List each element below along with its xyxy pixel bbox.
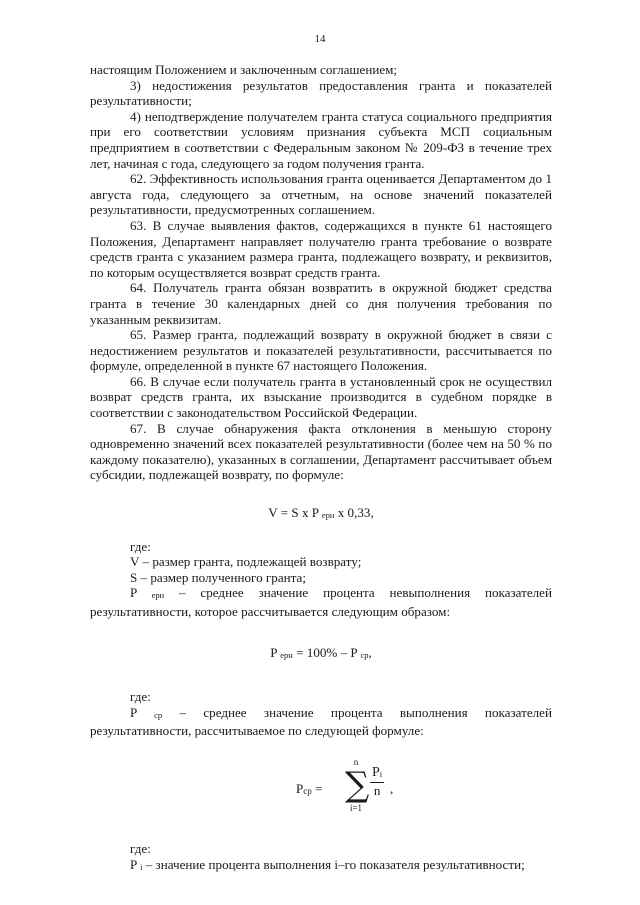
def-p-i [90, 857, 552, 876]
clause-65: 65. Размер гранта, подлежащий возврату в окружной бюджет в связи с недостижением результатов и показателей результативности, рассчитывается по формуле, определенной в пункте 67 настоящего Положения. [90, 327, 552, 374]
def-p-sr-sym: P [130, 704, 137, 720]
item-3: 3) недостижения результатов предоставления гранта и показателей результативности; [90, 77, 552, 109]
formula-p-sr-comma: , [390, 780, 394, 796]
formula-p-sr-lhs [296, 781, 322, 800]
def-p-sr-text: – среднее значение процента выполнения показателей результативности, рассчитываемое по следующей формуле: [90, 704, 552, 739]
fraction [370, 765, 384, 798]
formula-p-ern-p: P [270, 644, 277, 660]
formula-v-sub: ерн [321, 510, 335, 521]
formula-p-ern-end: , [368, 644, 372, 660]
numerator-p: P [372, 764, 380, 780]
formula-p-ern-sub2: ср [360, 649, 369, 660]
where-label-1: где: [130, 538, 151, 554]
item-4: 4) неподтверждение получателем гранта статуса социального предприятия при его соответствии условиям признания субъекта МСП социальным предприятием в соответствии с Федеральным законом № 209-ФЗ в течение трех лет, начиная с года, следующего за годом получения гранта. [90, 108, 552, 171]
def-s: S – размер полученного гранта; [130, 569, 306, 585]
fraction-numerator [370, 765, 384, 783]
sigma-icon: ∑ [345, 764, 370, 805]
numerator-sub: i [379, 768, 383, 779]
clause-62: 62. Эффективность использования гранта оценивается Департаментом до 1 августа года, следующего за отчетным, на основе значений показателей результативности, предусмотренных соглашением. [90, 171, 552, 218]
def-p-sr [90, 705, 552, 739]
def-p-i-text: – значение процента выполнения i–го показателя результативности; [142, 856, 525, 872]
formula-v-rhs: x 0,33, [334, 505, 374, 521]
def-p-ern [90, 585, 552, 619]
page-number: 14 [314, 33, 326, 45]
formula-p-sr-sub: ср [303, 785, 312, 796]
clause-64: 64. Получатель гранта обязан возвратить в окружной бюджет средства гранта в течение 30 календарных дней со дня получения требования по указанным реквизитам. [90, 280, 552, 327]
formula-v [90, 505, 552, 524]
formula-p-sr-p: P [296, 780, 304, 796]
def-p-i-sym: P [130, 856, 137, 872]
formula-p-ern-sub1: ерн [280, 649, 293, 660]
clause-66: 66. В случае если получатель гранта в установленный срок не осуществил возврат средств гранта, их взыскание производится в судебном порядке в соответствии с законодательством Российской Федерации. [90, 373, 552, 421]
formula-v-lhs: V = S x P [268, 505, 319, 521]
sum-upper-limit: n [353, 756, 359, 767]
sum-lower-limit: i=1 [349, 802, 363, 813]
formula-p-ern [90, 645, 552, 664]
def-p-sr-sub: ср [154, 709, 163, 720]
def-v: V – размер гранта, подлежащей возврату; [130, 554, 362, 570]
where-label-3: где: [130, 840, 151, 856]
def-p-ern-sub: ерн [151, 590, 165, 601]
paragraph-line-1: настоящим Положением и заключенным соглашением; [90, 62, 398, 77]
clause-63: 63. В случае выявления фактов, содержащихся в пункте 61 настоящего Положения, Департамент направляет получателю гранта требование о возврате средств гранта с указанием размера гранта, подлежащего возврату, и реквизитов, по которым осуществляется возврат средств гранта. [90, 217, 552, 280]
formula-p-sr-eq: = [311, 780, 323, 796]
sum-symbol [345, 756, 370, 813]
def-p-i-sub: i [140, 861, 143, 872]
where-label-2: где: [130, 689, 151, 705]
fraction-denominator: n [373, 782, 381, 798]
clause-67: 67. В случае обнаружения факта отклонения в меньшую сторону одновременно значений всех показателей результативности (более чем на 50 % по каждому показателю), указанных в соглашении, Департамент рассчитывает объем субсидии, подлежащей возврату, по формуле: [90, 420, 552, 483]
document-body [90, 62, 552, 875]
def-p-ern-sym: P [130, 585, 137, 601]
formula-p-sr [90, 757, 552, 821]
def-p-ern-text: – среднее значение процента невыполнения показателей результативности, которое рассчитывается следующим образом: [90, 585, 552, 619]
formula-p-ern-mid: = 100% – P [292, 644, 358, 660]
